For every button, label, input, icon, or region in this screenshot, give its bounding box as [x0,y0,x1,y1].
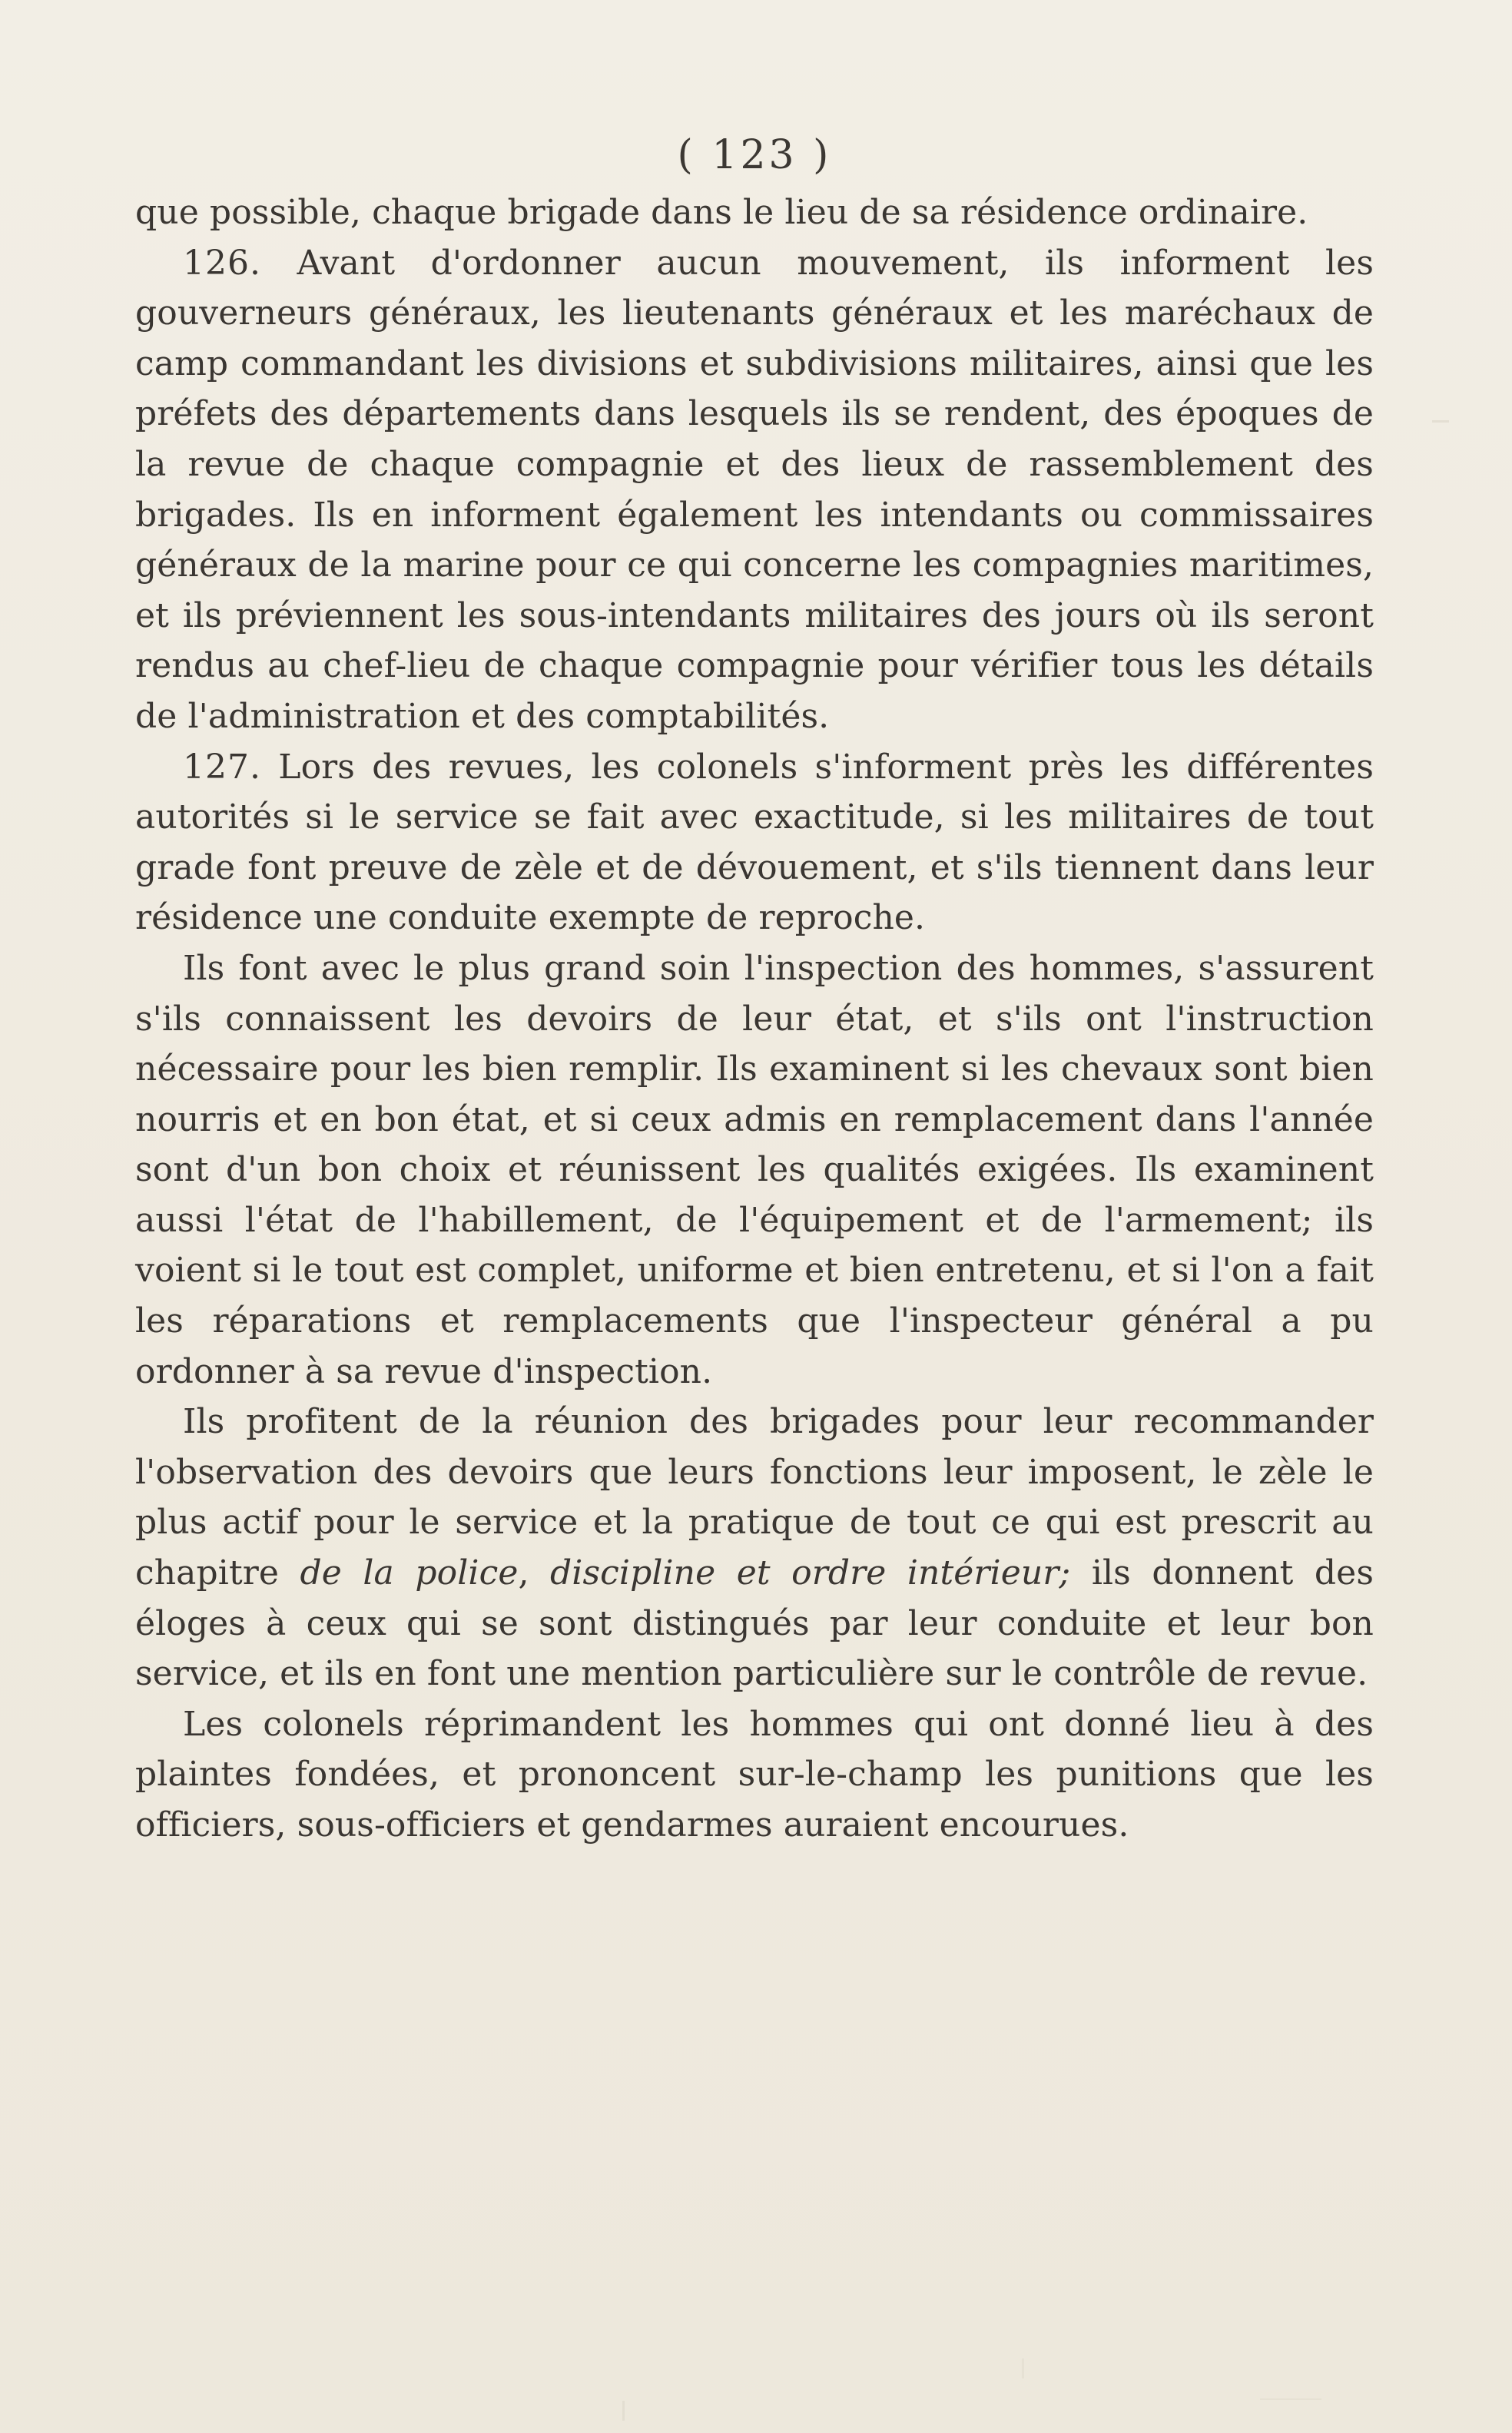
paragraph-text: , [518,1553,551,1593]
paper-blemish [1432,420,1449,423]
italic-phrase: discipline et ordre intérieur; [550,1553,1071,1593]
italic-phrase: de la police [300,1553,519,1593]
paragraph-text: Avant d'ordonner aucun mouvement, ils informent les gouverneurs généraux, les lieutenants généraux et les maréchaux de camp commandant les divisions et subdivisions militaires, ainsi que les préfets des départements dans lesquels ils se rendent, des époques de la revue de chaque compagnie et des lieux de rassemblement des brigades. Ils en informent également les intendants ou commissaires généraux de la marine pour ce qui concerne les compagnies maritimes, et ils préviennent les sous-intendants militaires des jours où ils seront rendus au chef-lieu de chaque compagnie pour vérifier tous les détails de l'administration et des comptabilités. [135,243,1374,736]
paper-blemish [1260,2398,1321,2400]
paragraph-text: Les colonels réprimandent les hommes qui ont donné lieu à des plaintes fondées, et prononcent sur-le-champ les punitions que les officiers, sous-officiers et gendarmes auraient encourues. [135,1704,1374,1845]
paragraph-inspection [135,943,1374,1397]
paragraph-text: Lors des revues, les colonels s'informent près les différentes autorités si le service se fait avec exactitude, si les militaires de tout grade font preuve de zèle et de dévouement, et s'ils tiennent dans leur résidence une conduite exempte de reproche. [135,747,1374,938]
paragraph-text: Ils font avec le plus grand soin l'inspection des hommes, s'assurent s'ils connaissent les devoirs de leur état, et s'ils ont l'instruction nécessaire pour les bien remplir. Ils examinent si les chevaux sont bien nourris et en bon état, et si ceux admis en remplacement dans l'année sont d'un bon choix et réunissent les qualités exigées. Ils examinent aussi l'état de l'habillement, de l'équipement et de l'armement; ils voient si le tout est complet, uniforme et bien entretenu, et si l'on a fait les réparations et remplacements que l'inspecteur général a pu ordonner à sa revue d'inspection. [135,948,1374,1391]
paragraph-reunion [135,1397,1374,1699]
article-number: 126. [183,243,261,283]
paragraph-continuation [135,187,1374,238]
paragraph-text: que possible, chaque brigade dans le lieu de sa résidence ordinaire. [135,193,1308,232]
paper-blemish [1022,2358,1024,2378]
paragraph-text: Ils profitent de la réunion des brigades pour leur recommander l'observation des devoirs que leurs fonctions leur imposent, le zèle le plus actif pour le service et la pratique de tout ce qui est prescrit au chapitre [135,1402,1374,1593]
article-126 [135,238,1374,742]
paragraph-text: ils donnent des éloges à ceux qui se sont distingués par leur conduite et leur bon service, et ils en font une mention particulière sur le contrôle de revue. [135,1553,1374,1694]
page-content [135,124,1374,1851]
article-number: 127. [183,747,261,787]
paper-blemish [622,2401,625,2421]
article-127 [135,742,1374,943]
paragraph-reprimand [135,1699,1374,1851]
page-number: ( 123 ) [677,132,832,178]
